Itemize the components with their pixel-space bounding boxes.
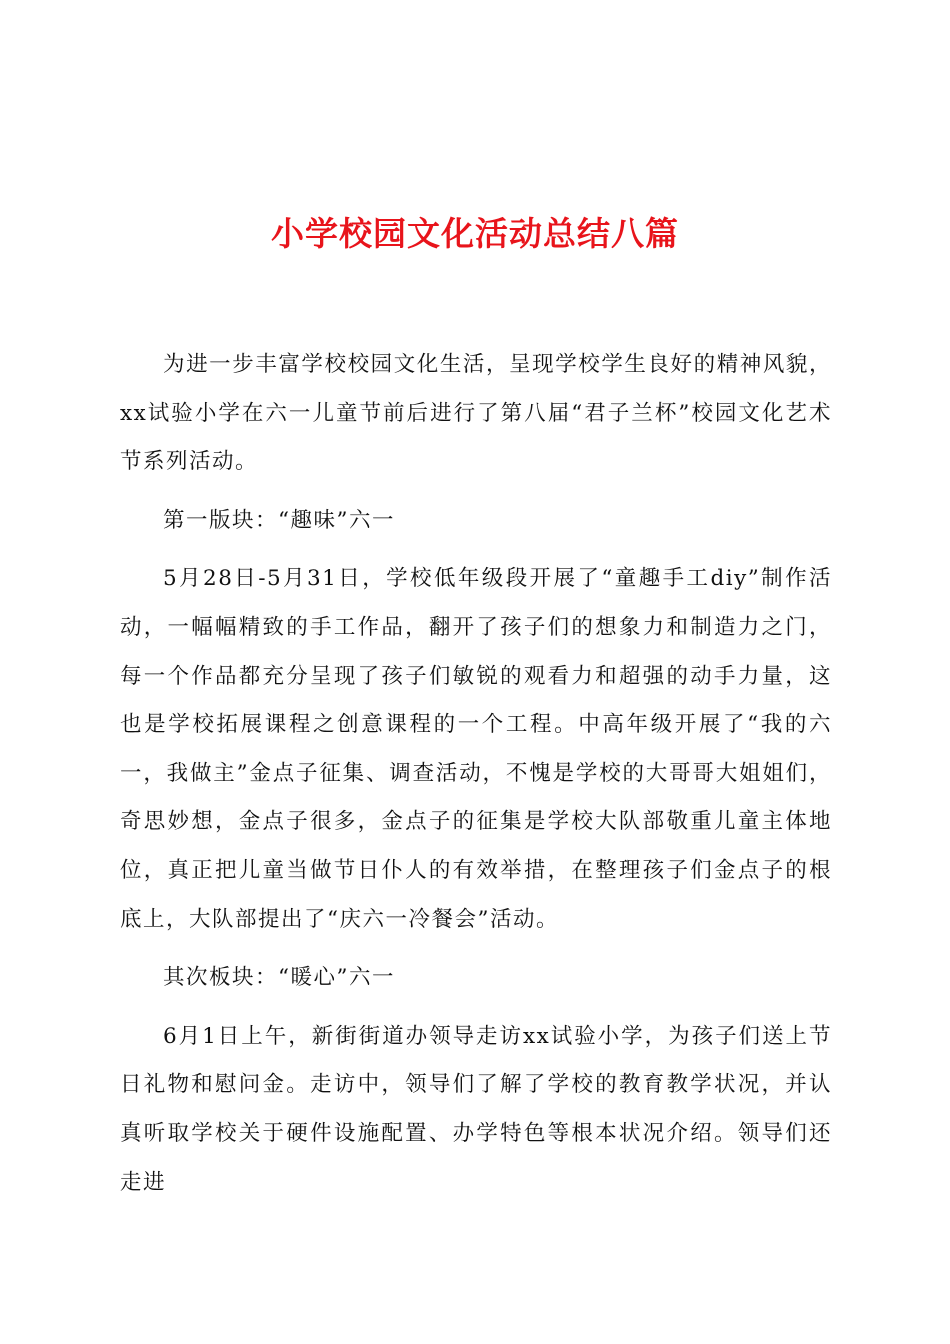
- section-heading-1: 第一版块：“趣味”六一: [163, 507, 395, 533]
- paragraph-section-1: 5月28日-5月31日，学校低年级段开展了“童趣手工diy”制作活动，一幅幅精致的手工作品，翻开了孩子们的想象力和制造力之门，每一个作品都充分呈现了孩子们敏锐的观看力和超强的动手力量，这也是学校拓展课程之创意课程的一个工程。中高年级开展了“我的六一，我做主”金点子征集、调查活动，不愧是学校的大哥哥大姐姐们，奇思妙想，金点子很多，金点子的征集是学校大队部敬重儿童主体地位，真正把儿童当做节日仆人的有效举措，在整理孩子们金点子的根底上，大队部提出了“庆六一冷餐会”活动。: [120, 566, 832, 932]
- section-heading-2: 其次板块：“暖心”六一: [163, 965, 395, 991]
- document-body: [120, 341, 832, 1207]
- paragraph-intro: 为进一步丰富学校校园文化生活，呈现学校学生良好的精神风貌，xx试验小学在六一儿童节前后进行了第八届“君子兰杯”校园文化艺术节系列活动。: [120, 352, 832, 475]
- document-title: 小学校园文化活动总结八篇: [271, 214, 679, 253]
- paragraph-section-2: 6月1日上午，新街街道办领导走访xx试验小学，为孩子们送上节日礼物和慰问金。走访中，领导们了解了学校的教育教学状况，并认真听取学校关于硬件设施配置、办学特色等根本状况介绍。领导们还走进: [120, 1023, 832, 1195]
